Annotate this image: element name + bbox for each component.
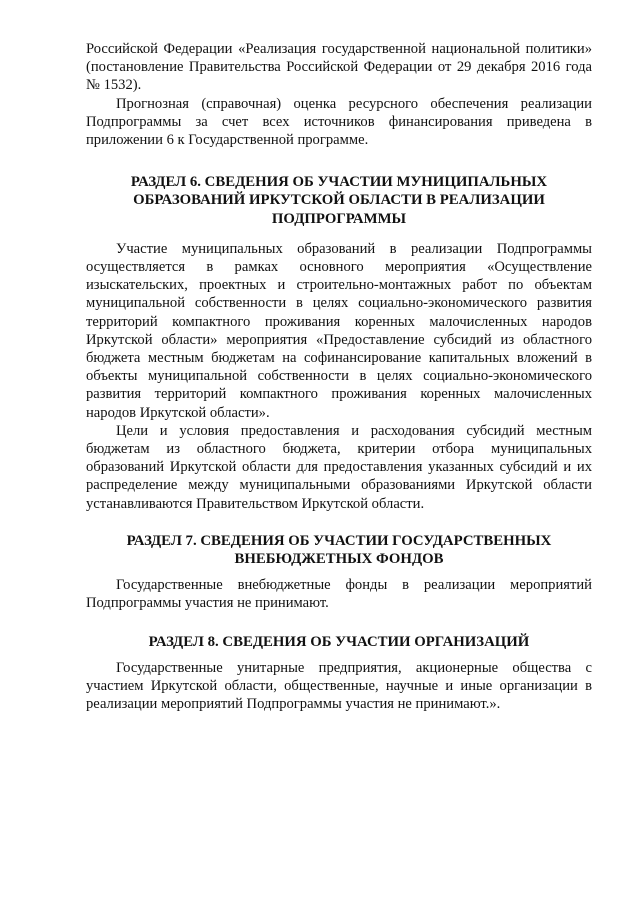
intro-continuation-paragraph: Российской Федерации «Реализация государственной национальной политики» (постановление Правительства Российской Федерации от 29 декабря 2016 года № 1532). (86, 41, 592, 94)
section-6-heading: РАЗДЕЛ 6. СВЕДЕНИЯ ОБ УЧАСТИИ МУНИЦИПАЛЬНЫХ ОБРАЗОВАНИЙ ИРКУТСКОЙ ОБЛАСТИ В РЕАЛИЗАЦИИ ПОДПРОГРАММЫ (130, 174, 548, 227)
section-7-paragraph-1: Государственные внебюджетные фонды в реализации мероприятий Подпрограммы участия не принимают. (86, 577, 592, 612)
intro-resource-paragraph: Прогнозная (справочная) оценка ресурсного обеспечения реализации Подпрограммы за счет всех источников финансирования приведена в приложении 6 к Государственной программе. (86, 95, 592, 149)
section-8-paragraph-1: Государственные унитарные предприятия, акционерные общества с участием Иркутской области, общественные, научные и иные организации в реализации мероприятий Подпрограммы участия не принимают.». (86, 659, 592, 713)
section-6-paragraph-2: Цели и условия предоставления и расходования субсидий местным бюджетам из областного бюджета, критерии отбора муниципальных образований Иркутской области для предоставления указанных субсидий и их распределение между муниципальными образованиями Иркутской области устанавливаются Правительством Иркутской области. (86, 422, 592, 512)
document-page (86, 40, 592, 714)
section-7-heading: РАЗДЕЛ 7. СВЕДЕНИЯ ОБ УЧАСТИИ ГОСУДАРСТВЕННЫХ ВНЕБЮДЖЕТНЫХ ФОНДОВ (126, 532, 552, 568)
section-6-paragraph-1: Участие муниципальных образований в реализации Подпрограммы осуществляется в рамках основного мероприятия «Осуществление изыскательских, проектных и строительно-монтажных работ по объектам муниципальной собственности в целях социально-экономического развития территорий компактного проживания коренных малочисленных народов Иркутской области» мероприятия «Предоставление субсидий из областного бюджета местным бюджетам на софинансирование капитальных вложений в объекты муниципальной собственности в целях социально-экономического развития территорий компактного проживания коренных малочисленных народов Иркутской области». (86, 240, 592, 421)
section-8-heading: РАЗДЕЛ 8. СВЕДЕНИЯ ОБ УЧАСТИИ ОРГАНИЗАЦИЙ (148, 633, 530, 650)
